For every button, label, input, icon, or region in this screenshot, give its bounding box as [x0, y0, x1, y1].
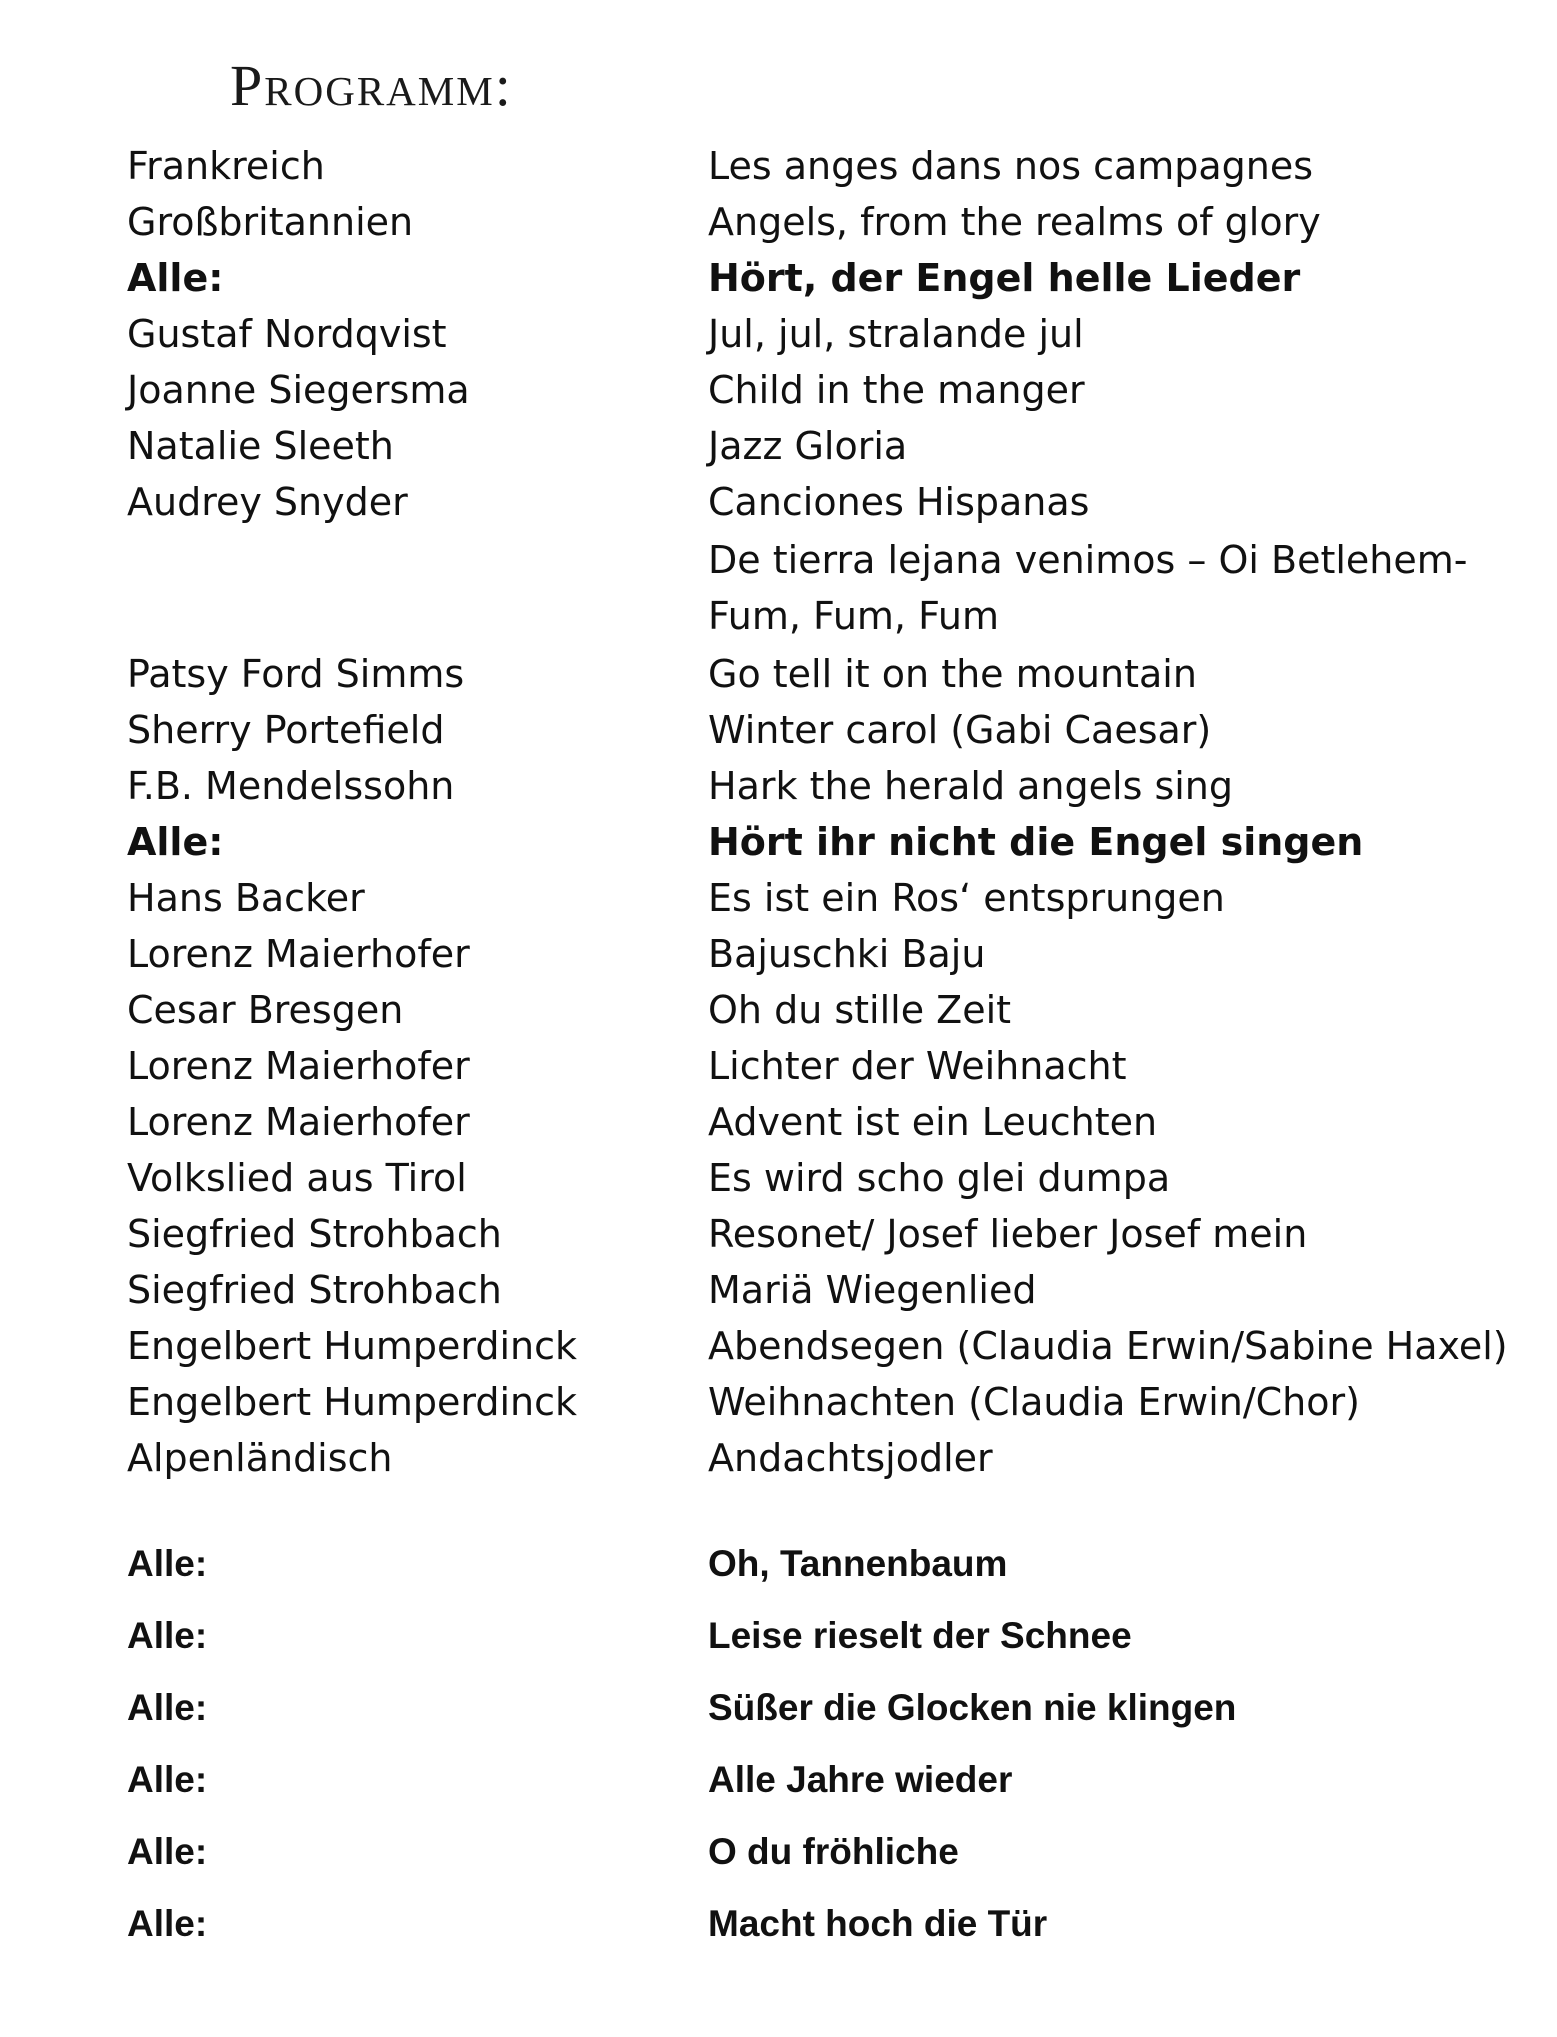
- piece-title-cell: Alle Jahre wieder: [708, 1759, 1013, 1800]
- composer-cell: Cesar Bresgen: [127, 988, 404, 1032]
- program-row: [0, 1434, 1557, 1490]
- piece-title-cell: Angels, from the realms of glory: [708, 200, 1321, 244]
- program-row: [0, 1378, 1557, 1434]
- composer-cell: Patsy Ford Simms: [127, 652, 465, 696]
- piece-title-cell: Es ist ein Ros‘ entsprungen: [708, 876, 1225, 920]
- composer-cell: Großbritannien: [127, 200, 414, 244]
- program-row: [0, 1540, 1557, 1596]
- composer-cell: Alle:: [127, 1687, 208, 1728]
- program-row: [0, 1322, 1557, 1378]
- composer-cell: Siegfried Strohbach: [127, 1212, 502, 1256]
- piece-title-cell: Hört, der Engel helle Lieder: [708, 256, 1301, 300]
- program-row: [0, 1612, 1557, 1668]
- composer-cell: Alle:: [127, 1759, 208, 1800]
- composer-cell: Alle:: [127, 1831, 208, 1872]
- piece-title-cell: Go tell it on the mountain: [708, 652, 1197, 696]
- piece-title-cell: Macht hoch die Tür: [708, 1903, 1048, 1944]
- program-row: [0, 930, 1557, 986]
- program-row: [0, 1098, 1557, 1154]
- composer-cell: Volkslied aus Tirol: [127, 1156, 467, 1200]
- piece-title-cell: Hark the herald angels sing: [708, 764, 1234, 808]
- piece-title-cell: Advent ist ein Leuchten: [708, 1100, 1158, 1144]
- piece-title-cell: Jul, jul, stralande jul: [708, 312, 1084, 356]
- piece-title-cell: Bajuschki Baju: [708, 932, 986, 976]
- composer-cell: Alle:: [127, 256, 224, 300]
- composer-cell: Alpenländisch: [127, 1436, 393, 1480]
- program-row: [0, 254, 1557, 310]
- piece-title-cell: De tierra lejana venimos – Oi Betlehem-: [708, 538, 1468, 582]
- piece-title-cell: Abendsegen (Claudia Erwin/Sabine Haxel): [708, 1324, 1508, 1368]
- program-row: [0, 366, 1557, 422]
- piece-title-cell: Süßer die Glocken nie klingen: [708, 1687, 1237, 1728]
- piece-title-cell: Oh, Tannenbaum: [708, 1543, 1008, 1584]
- composer-cell: Hans Backer: [127, 876, 365, 920]
- composer-cell: Lorenz Maierhofer: [127, 1044, 470, 1088]
- piece-title-cell: Fum, Fum, Fum: [708, 594, 999, 638]
- program-row: [0, 874, 1557, 930]
- program-row: [0, 706, 1557, 762]
- composer-cell: Engelbert Humperdinck: [127, 1324, 578, 1368]
- piece-title-cell: Lichter der Weihnacht: [708, 1044, 1127, 1088]
- piece-title-cell: Resonet/ Josef lieber Josef mein: [708, 1212, 1308, 1256]
- page-title: Programm:: [230, 53, 513, 118]
- composer-cell: Frankreich: [127, 144, 325, 188]
- composer-cell: Alle:: [127, 1903, 208, 1944]
- piece-title-cell: Es wird scho glei dumpa: [708, 1156, 1171, 1200]
- piece-title-cell: Les anges dans nos campagnes: [708, 144, 1314, 188]
- piece-title-cell: Leise rieselt der Schnee: [708, 1615, 1132, 1656]
- program-row: [0, 1756, 1557, 1812]
- program-row: [0, 986, 1557, 1042]
- piece-title-cell: Oh du stille Zeit: [708, 988, 1012, 1032]
- program-row: [0, 1042, 1557, 1098]
- program-row: [0, 1154, 1557, 1210]
- composer-cell: Natalie Sleeth: [127, 424, 394, 468]
- program-row: [0, 310, 1557, 366]
- program-row: [0, 592, 1557, 648]
- piece-title-cell: Winter carol (Gabi Caesar): [708, 708, 1212, 752]
- program-row: [0, 818, 1557, 874]
- program-row: [0, 198, 1557, 254]
- program-row: [0, 762, 1557, 818]
- composer-cell: Gustaf Nordqvist: [127, 312, 447, 356]
- program-row: [0, 650, 1557, 706]
- program-row: [0, 1210, 1557, 1266]
- composer-cell: F.B. Mendelssohn: [127, 764, 455, 808]
- piece-title-cell: Andachtsjodler: [708, 1436, 993, 1480]
- program-row: [0, 142, 1557, 198]
- piece-title-cell: Jazz Gloria: [708, 424, 908, 468]
- composer-cell: Engelbert Humperdinck: [127, 1380, 578, 1424]
- program-row: [0, 1900, 1557, 1956]
- composer-cell: Audrey Snyder: [127, 480, 408, 524]
- piece-title-cell: O du fröhliche: [708, 1831, 959, 1872]
- program-row: [0, 422, 1557, 478]
- program-row: [0, 478, 1557, 534]
- composer-cell: Alle:: [127, 820, 224, 864]
- composer-cell: Siegfried Strohbach: [127, 1268, 502, 1312]
- piece-title-cell: Child in the manger: [708, 368, 1085, 412]
- piece-title-cell: Weihnachten (Claudia Erwin/Chor): [708, 1380, 1360, 1424]
- program-row: [0, 536, 1557, 592]
- composer-cell: Lorenz Maierhofer: [127, 932, 470, 976]
- composer-cell: Joanne Siegersma: [127, 368, 470, 412]
- piece-title-cell: Mariä Wiegenlied: [708, 1268, 1037, 1312]
- composer-cell: Alle:: [127, 1543, 208, 1584]
- piece-title-cell: Hört ihr nicht die Engel singen: [708, 820, 1364, 864]
- program-row: [0, 1684, 1557, 1740]
- composer-cell: Alle:: [127, 1615, 208, 1656]
- composer-cell: Lorenz Maierhofer: [127, 1100, 470, 1144]
- piece-title-cell: Canciones Hispanas: [708, 480, 1090, 524]
- program-row: [0, 1828, 1557, 1884]
- composer-cell: Sherry Portefield: [127, 708, 445, 752]
- program-row: [0, 1266, 1557, 1322]
